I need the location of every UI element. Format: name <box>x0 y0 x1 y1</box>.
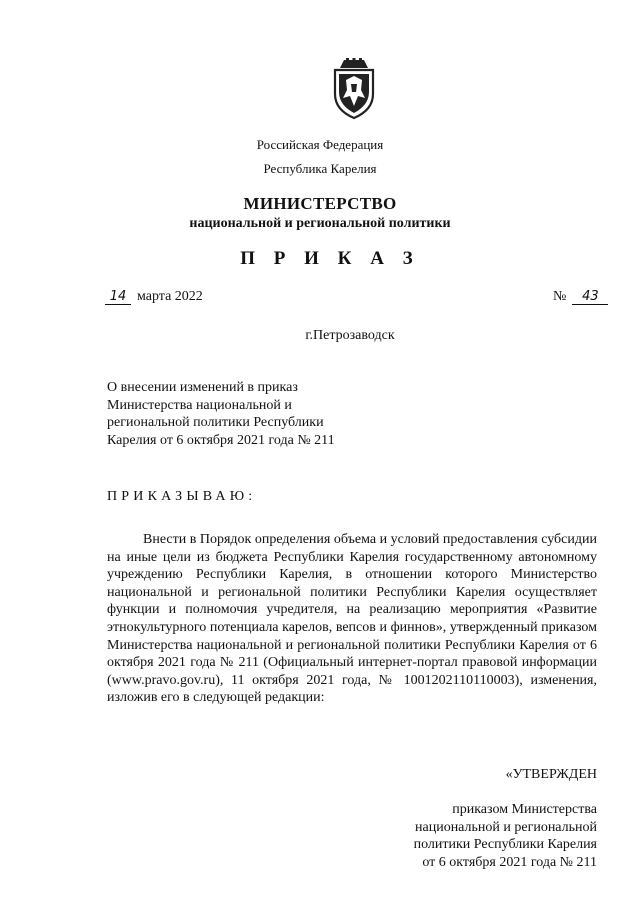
order-date <box>105 289 203 305</box>
body-paragraph: Внести в Порядок определения объема и условий предоставления субсидии на иные цели из бюджета Республики Карелия государственному автономному учреждению Республики Карелия, в отношении которого Министерство национальной и региональной политики Республики Карелия осуществляет функции и полномочия учредителя, на реализацию мероприятия «Развитие этнокультурного потенциала карелов, вепсов и финнов», утвержденный приказом Министерства национальной и региональной политики Республики Карелия от 6 октября 2021 года № 211 (Официальный интернет-портал правовой информации (www.pravo.gov.ru), 11 октября 2021 года, № 1001202110110003), изменения, изложив его в следующей редакции: <box>107 532 597 706</box>
approved-line: политики Республики Карелия <box>413 837 597 852</box>
approved-block <box>250 801 597 871</box>
ministry-subtitle: национальной и региональной политики <box>189 216 451 231</box>
approved-heading: «УТВЕРЖДЕН <box>505 767 597 782</box>
subject-line: Карелия от 6 октября 2021 года № 211 <box>107 432 335 448</box>
date-month-year: марта 2022 <box>137 289 203 304</box>
approved-line: приказом Министерства <box>452 802 597 817</box>
order-subject <box>107 379 387 449</box>
ministry-title: МИНИСТЕРСТВО <box>243 194 397 213</box>
date-day-handwritten: 14 <box>105 290 131 305</box>
country-name: Российская Федерация <box>256 137 384 152</box>
subject-line: Министерства национальной и <box>107 397 292 413</box>
approved-line: национальной и региональной <box>415 819 597 835</box>
order-directive-word: ПРИКАЗЫВАЮ: <box>107 489 257 504</box>
karelia-coat-of-arms-icon <box>332 58 376 120</box>
subject-line: О внесении изменений в приказ <box>107 380 298 395</box>
city-name: г.Петрозаводск <box>305 328 395 343</box>
approved-line: от 6 октября 2021 года № 211 <box>422 854 597 870</box>
number-value-handwritten: 43 <box>572 290 608 305</box>
subject-line: региональной политики Республики <box>107 415 324 430</box>
order-number <box>553 289 608 305</box>
number-label: № <box>553 289 567 304</box>
document-type-heading: П Р И К А З <box>240 248 420 269</box>
republic-name: Республика Карелия <box>263 161 377 176</box>
